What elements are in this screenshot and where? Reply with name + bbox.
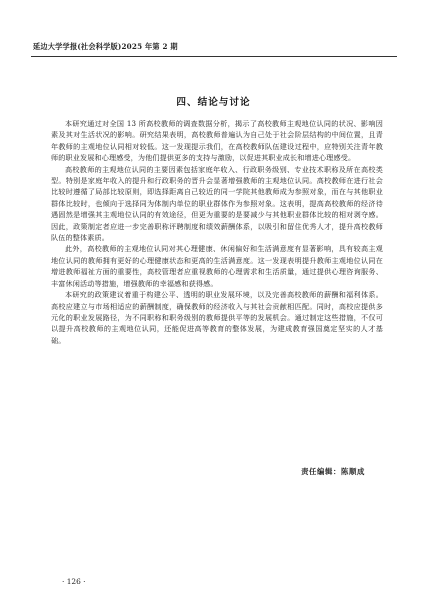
paragraph-1: 本研究通过对全国 13 所高校教师的调查数据分析，揭示了高校教师主观地位认同的状况、影响因素及其对生活状况的影响。研究结果表明，高校教师普遍认为自己处于社会阶层结构的中间位置，且青年教师的主观地位认同相对较低。这一发现提示我们，在高校教师队伍建设过程中，应特别关注青年教师的职业发展和心理感受，为他们提供更多的支持与激励，以促进其职业成长和增进心理感受。 — [51, 119, 383, 163]
paragraph-4: 本研究的政策建议着重于构建公平、透明的职业发展环境，以及完善高校教师的薪酬和福利体系。高校应建立与市场相适应的薪酬制度，确保教师的经济收入与其社会贡献相匹配。同时，高校应提供多元化的职业发展路径，为不同职称和职务级别的教师提供平等的发展机会。通过制定这些措施，不仅可以提升高校教师的主观地位认同，还能促进高等教育的整体发展，为建成教育强国奠定坚实的人才基础。 — [51, 290, 383, 345]
article-body — [51, 118, 383, 346]
paragraph-2: 高校教师的主观地位认同的主要因素包括家庭年收入、行政职务级别、专业技术职称及所在高校类型。特别是家庭年收入的提升和行政职务的晋升会显著增强教师的主观地位认同。高校教师在进行社会比较时遵循了局部比较原则，即选择距离自己较近的同一学院其他教师成为参照对象，而在与其他职业群体比较时，也倾向于选择同为体制内单位的职业群体作为参照对象。这表明，提高高校教师的经济待遇固然是增强其主观地位认同的有效途径，但更为重要的是要减少与其他职业群体比较的相对剥夺感。因此，政策制定者应进一步完善职称评聘制度和绩效薪酬体系，以吸引和留住优秀人才，提升高校教师队伍的整体素质。 — [51, 164, 383, 243]
page-number: · 126 · — [62, 577, 86, 586]
responsible-editor: 责任编辑：陈顺成 — [301, 467, 365, 476]
paragraph-3: 此外，高校教师的主观地位认同对其心理健康、休闲偏好和生活满意度有显著影响，具有较高主观地位认同的教师拥有更好的心理健康状态和更高的生活满意度。这一发现表明提升教师主观地位认同在增进教师福祉方面的重要性，高校管理者应重视教师的心理需求和生活质量，通过提供心理咨询服务、丰富休闲活动等措施，增强教师的幸福感和获得感。 — [51, 244, 383, 288]
section-title: 四、结论与讨论 — [176, 97, 251, 108]
running-head: 延边大学学报(社会科学版)2025 年第 2 期 — [33, 42, 178, 51]
header-rule — [31, 56, 397, 57]
